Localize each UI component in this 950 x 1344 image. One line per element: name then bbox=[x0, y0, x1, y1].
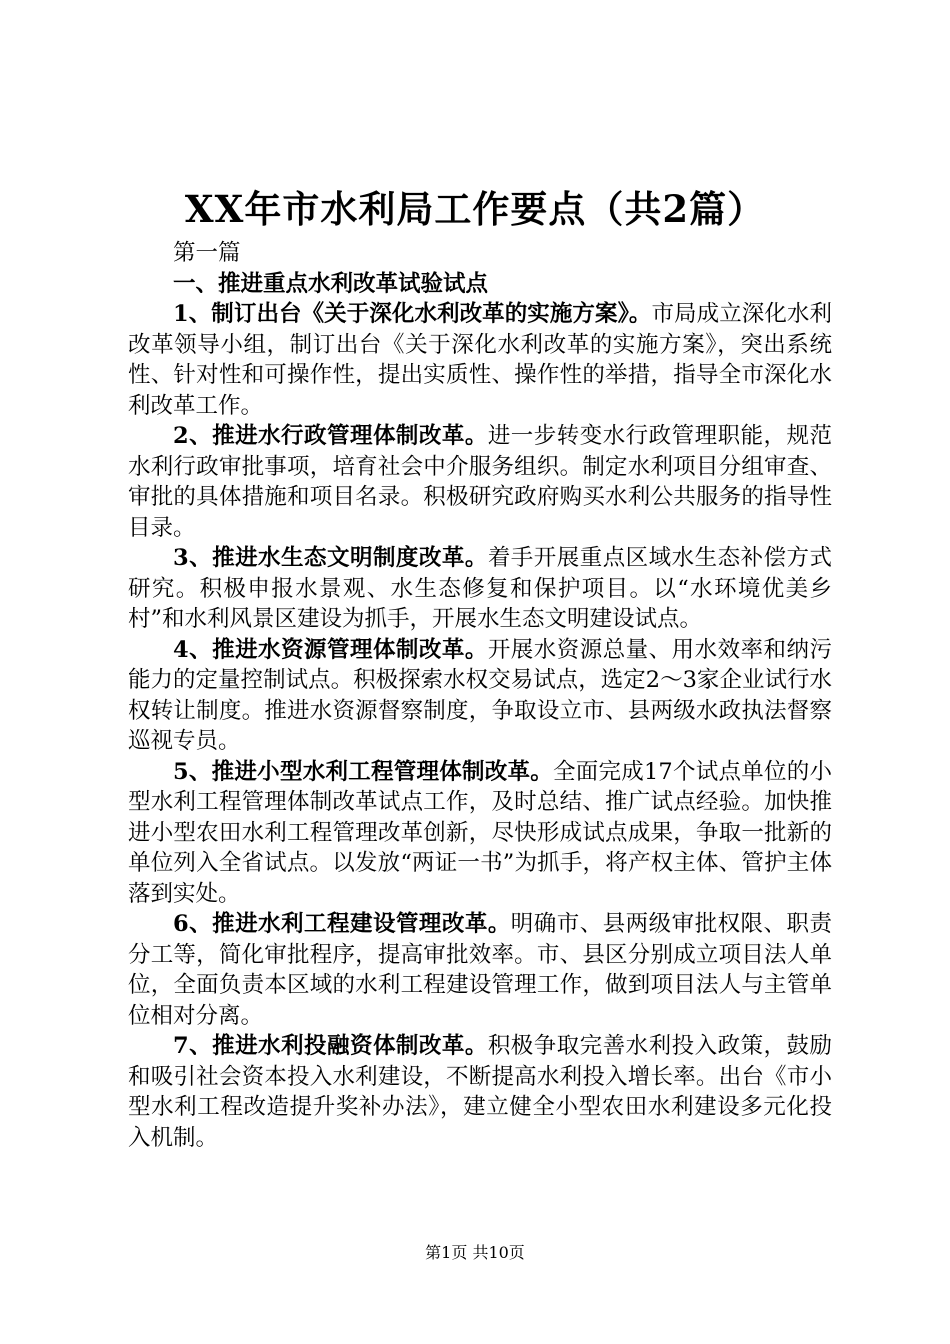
item-lead: 4、推进水资源管理体制改革。 bbox=[173, 636, 488, 663]
list-item bbox=[128, 299, 832, 421]
item-text: 进一步转变水行政管理职能，规范水利行政审批事项，培育社会中介服务组织。制定水利项目分组审查、审批的具体措施和项目名录。积极研究政府购买水利公共服务的指导性目录。 bbox=[128, 423, 832, 541]
item-text: 明确市、县两级审批权限、职责分工等，简化审批程序，提高审批效率。市、县区分别成立项目法人单位，全面负责本区域的水利工程建设管理工作，做到项目法人与主管单位相对分离。 bbox=[128, 911, 832, 1029]
section-heading: 一、推进重点水利改革试验试点 bbox=[173, 270, 489, 297]
list-item bbox=[128, 635, 832, 757]
list-item bbox=[128, 1031, 832, 1153]
section-label: 第一篇 bbox=[173, 240, 241, 266]
list-item bbox=[128, 757, 832, 910]
page-footer: 第1页 共10页 bbox=[425, 1243, 525, 1262]
document-body bbox=[128, 238, 832, 1153]
item-text: 着手开展重点区域水生态补偿方式研究。积极申报水景观、水生态修复和保护项目。以“水环境优美乡村”和水利风景区建设为抓手，开展水生态文明建设试点。 bbox=[128, 545, 832, 632]
item-lead: 6、推进水利工程建设管理改革。 bbox=[173, 911, 511, 937]
item-lead: 7、推进水利投融资体制改革。 bbox=[173, 1033, 488, 1059]
item-lead: 3、推进水生态文明制度改革。 bbox=[173, 545, 488, 571]
list-item bbox=[128, 421, 832, 543]
item-lead: 1、制订出台《关于深化水利改革的实施方案》。 bbox=[173, 301, 652, 327]
item-text: 全面完成17个试点单位的小型水利工程管理体制改革试点工作，及时总结、推广试点经验。加快推进小型农田水利工程管理改革创新，尽快形成试点成果，争取一批新的单位列入全省试点。以发放“两证一书”为抓手，将产权主体、管护主体落到实处。 bbox=[128, 758, 832, 907]
item-text: 开展水资源总量、用水效率和纳污能力的定量控制试点。积极探索水权交易试点，选定2～3家企业试行水权转让制度。推进水资源督察制度，争取设立市、县两级水政执法督察巡视专员。 bbox=[128, 636, 832, 754]
item-lead: 2、推进水行政管理体制改革。 bbox=[173, 423, 488, 449]
document-title: XX年市水利局工作要点（共2篇） bbox=[184, 187, 766, 231]
item-lead: 5、推进小型水利工程管理体制改革。 bbox=[173, 758, 554, 785]
list-item bbox=[128, 909, 832, 1031]
item-text: 积极争取完善水利投入政策，鼓励和吸引社会资本投入水利建设，不断提高水利投入增长率。出台《市小型水利工程改造提升奖补办法》，建立健全小型农田水利建设多元化投入机制。 bbox=[128, 1033, 832, 1151]
item-text: 市局成立深化水利改革领导小组，制订出台《关于深化水利改革的实施方案》，突出系统性、针对性和可操作性，提出实质性、操作性的举措，指导全市深化水利改革工作。 bbox=[128, 301, 832, 419]
list-item bbox=[128, 543, 832, 635]
